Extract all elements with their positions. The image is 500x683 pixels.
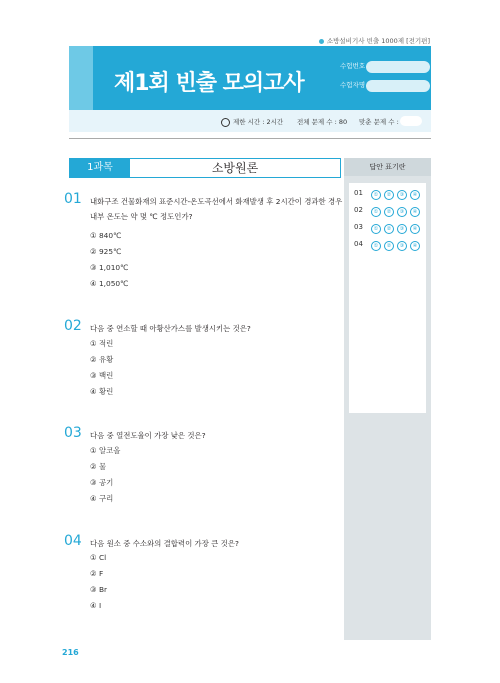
option-4[interactable]: ④ 구리 [90, 494, 114, 503]
book-title-text: 소방설비기사 빈출 1000제 [전기편] [326, 37, 430, 45]
option-2[interactable]: ② 유황 [90, 355, 114, 364]
option-4[interactable]: ④ I [90, 601, 102, 610]
answer-choice-bubble[interactable]: ① [371, 224, 381, 234]
clock-icon [221, 118, 230, 127]
answer-choice-bubble[interactable]: ③ [397, 224, 407, 234]
answer-choice-bubble[interactable]: ④ [410, 207, 420, 217]
banner-stripe [69, 46, 93, 110]
answer-row-number: 01 [354, 189, 363, 197]
header-divider [69, 138, 431, 139]
option-3[interactable]: ③ 1,010℃ [90, 263, 129, 272]
question-text: 다음 중 열전도율이 가장 낮은 것은? [90, 431, 206, 440]
answer-choice-bubble[interactable]: ③ [397, 207, 407, 217]
option-2[interactable]: ② 925℃ [90, 247, 122, 256]
option-3[interactable]: ③ 백린 [90, 371, 114, 380]
exam-number-label: 수험번호 [340, 62, 366, 70]
question-number: 03 [64, 425, 82, 441]
examinee-name-box[interactable] [366, 80, 430, 92]
answer-choice-bubble[interactable]: ④ [410, 241, 420, 251]
answer-sheet-panel [344, 158, 431, 640]
option-1[interactable]: ① 840℃ [90, 231, 122, 240]
exam-number-box[interactable] [366, 61, 430, 73]
question-number: 02 [64, 318, 82, 334]
answer-row [349, 238, 426, 252]
option-1[interactable]: ① 알코올 [90, 446, 121, 455]
subject-name: 소방원론 [211, 161, 259, 175]
question-text: 다음 중 연소할 때 아황산가스를 발생시키는 것은? [90, 324, 251, 333]
subject-number: 1과목 [70, 159, 130, 177]
answer-choice-bubble[interactable]: ① [371, 241, 381, 251]
question-text: 내화구조 건물화재의 표준시간-온도곡선에서 화재발생 후 2시간이 경과한 경우 내부 온도는 약 몇 ℃ 정도인가? [90, 197, 343, 221]
correct-count-label: 맞춘 문제 수 : [359, 118, 399, 126]
bullet-dot-icon [319, 39, 324, 44]
exam-banner [69, 46, 431, 110]
answer-row-number: 02 [354, 206, 363, 214]
answer-row-number: 03 [354, 223, 363, 231]
answer-row [349, 204, 426, 218]
answer-choice-bubble[interactable]: ② [384, 241, 394, 251]
answer-choice-bubble[interactable]: ② [384, 224, 394, 234]
question-number: 01 [64, 191, 82, 207]
answer-choice-bubble[interactable]: ③ [397, 241, 407, 251]
answer-choice-bubble[interactable]: ② [384, 207, 394, 217]
answer-row-number: 04 [354, 240, 363, 248]
examinee-name-label: 수험자명 [340, 81, 366, 89]
correct-count-box[interactable] [400, 116, 422, 126]
option-4[interactable]: ④ 황린 [90, 387, 114, 396]
option-1[interactable]: ① 적린 [90, 339, 114, 348]
page-number: 216 [62, 648, 79, 657]
exam-info-bar [69, 110, 431, 132]
answer-choice-bubble[interactable]: ① [371, 190, 381, 200]
answer-row [349, 187, 426, 201]
answer-row [349, 221, 426, 235]
answer-choice-bubble[interactable]: ③ [397, 190, 407, 200]
option-3[interactable]: ③ 공기 [90, 478, 114, 487]
option-2[interactable]: ② F [90, 569, 104, 578]
total-questions: 전체 문제 수 : 80 [297, 118, 348, 126]
time-limit-text: 제한 시간 : 2시간 [233, 118, 284, 126]
answer-choice-bubble[interactable]: ④ [410, 224, 420, 234]
book-title-tag [319, 36, 430, 45]
exam-title: 제1회 빈출 모의고사 [114, 71, 304, 96]
answer-choice-bubble[interactable]: ④ [410, 190, 420, 200]
answer-sheet-title: 답안 표기란 [344, 158, 431, 176]
answer-choice-bubble[interactable]: ① [371, 207, 381, 217]
option-4[interactable]: ④ 1,050℃ [90, 279, 129, 288]
option-3[interactable]: ③ Br [90, 585, 108, 594]
subject-header [69, 158, 341, 178]
time-limit [221, 117, 283, 127]
exam-number-field [340, 61, 365, 73]
option-2[interactable]: ② 물 [90, 462, 107, 471]
answer-choice-bubble[interactable]: ② [384, 190, 394, 200]
answer-sheet-rows [349, 183, 426, 413]
question-number: 04 [64, 533, 82, 549]
question-text: 다음 원소 중 수소와의 결합력이 가장 큰 것은? [90, 539, 239, 548]
examinee-name-field [340, 80, 365, 92]
option-1[interactable]: ① Cl [90, 553, 107, 562]
